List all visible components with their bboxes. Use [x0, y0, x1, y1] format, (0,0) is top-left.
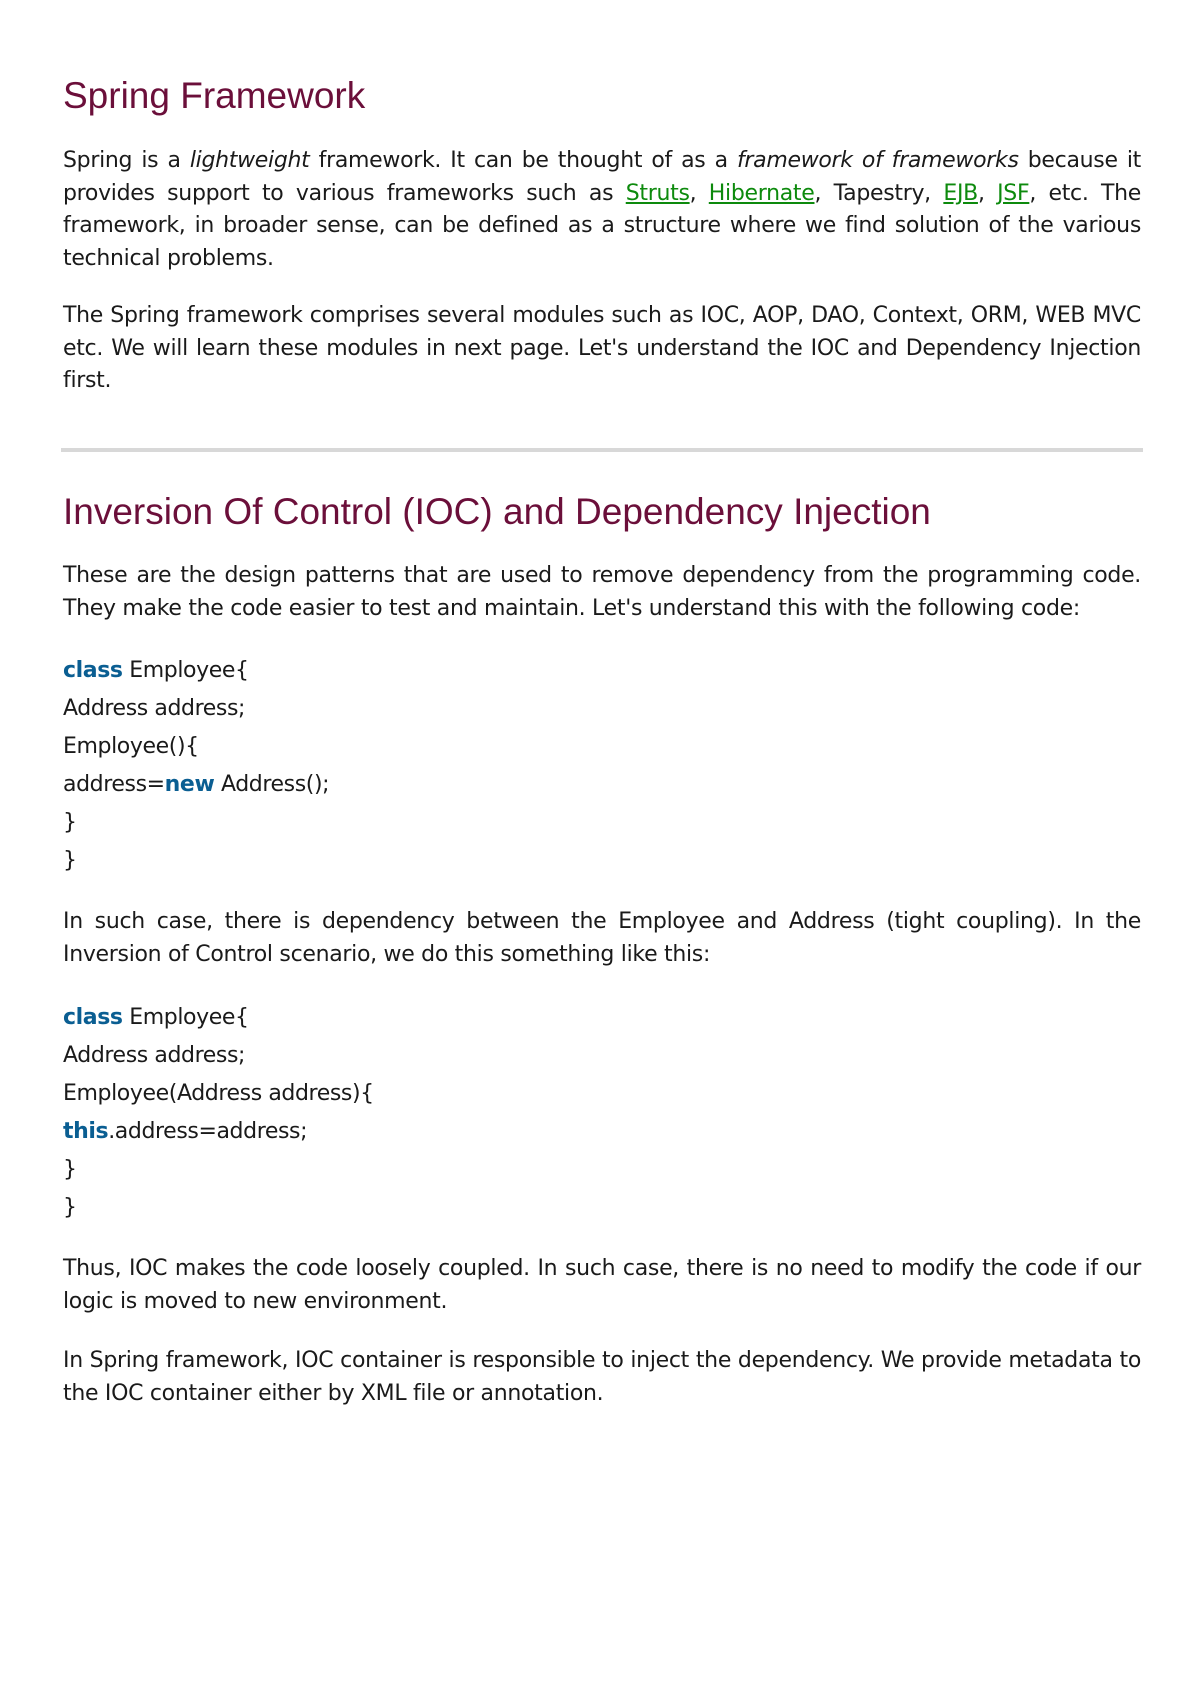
- code-line: Address address;: [63, 1043, 246, 1069]
- code-line: address=new Address();: [63, 772, 330, 798]
- document-page: [63, 62, 1141, 1410]
- intro-text-3: because it provides support to various frameworks such as: [63, 148, 1141, 206]
- tight-coupling-paragraph: In such case, there is dependency between the Employee and Address (tight coupling). In the Inversion of Control scenario, we do this something like this:: [63, 909, 1141, 967]
- spring-framework-heading: Spring Framework: [63, 75, 366, 116]
- link-separator: ,: [977, 180, 998, 206]
- intro-text-4: , Tapestry,: [814, 180, 944, 206]
- ioc-code-block: [63, 999, 1141, 1227]
- spring-intro-paragraph: [63, 145, 1141, 275]
- code-line: }: [63, 1157, 77, 1183]
- intro-text-1: Spring is a: [63, 148, 190, 174]
- spring-modules-paragraph: The Spring framework comprises several modules such as IOC, AOP, DAO, Context, ORM, WEB MVC etc. We will learn these modules in next page. Let's understand the IOC and Dependency Injection first.: [63, 303, 1141, 394]
- link-separator: ,: [689, 180, 709, 206]
- section-divider: [61, 448, 1143, 452]
- code-line: }: [63, 848, 77, 874]
- design-patterns-paragraph: These are the design patterns that are used to remove dependency from the programming code. They make the code easier to test and maintain. Let's understand this with the following code:: [63, 563, 1141, 621]
- code-line: Address address;: [63, 696, 246, 722]
- ioc-heading: Inversion Of Control (IOC) and Dependency Injection: [63, 490, 931, 532]
- class-keyword: class: [63, 658, 123, 684]
- code-line: Employee(Address address){: [63, 1081, 374, 1107]
- code-line: }: [63, 1195, 77, 1221]
- struts-link[interactable]: Struts: [625, 180, 690, 206]
- ejb-link[interactable]: EJB: [943, 180, 978, 206]
- jsf-link[interactable]: JSF: [997, 180, 1030, 206]
- code-line: Employee(){: [63, 734, 199, 760]
- intro-text-5: , etc. The framework, in broader sense, can be defined as a structure where we find solution of the various technical problems.: [63, 180, 1142, 271]
- intro-text-2: framework. It can be thought of as a: [309, 148, 737, 174]
- code-line: class Employee{: [63, 658, 249, 684]
- loose-coupling-paragraph: Thus, IOC makes the code loosely coupled. In such case, there is no need to modify the code if our logic is moved to new environment.: [63, 1256, 1141, 1314]
- new-keyword: new: [164, 772, 215, 798]
- framework-of-frameworks-emphasis: framework of frameworks: [736, 148, 1019, 174]
- code-line: this.address=address;: [63, 1119, 308, 1145]
- class-keyword: class: [63, 1005, 123, 1031]
- code-line: class Employee{: [63, 1005, 249, 1031]
- lightweight-emphasis: lightweight: [189, 148, 310, 174]
- code-line: }: [63, 810, 77, 836]
- ioc-container-paragraph: In Spring framework, IOC container is responsible to inject the dependency. We provide metadata to the IOC container either by XML file or annotation.: [63, 1348, 1141, 1406]
- tight-coupling-code-block: [63, 652, 1141, 880]
- hibernate-link[interactable]: Hibernate: [708, 180, 815, 206]
- this-keyword: this: [63, 1119, 109, 1145]
